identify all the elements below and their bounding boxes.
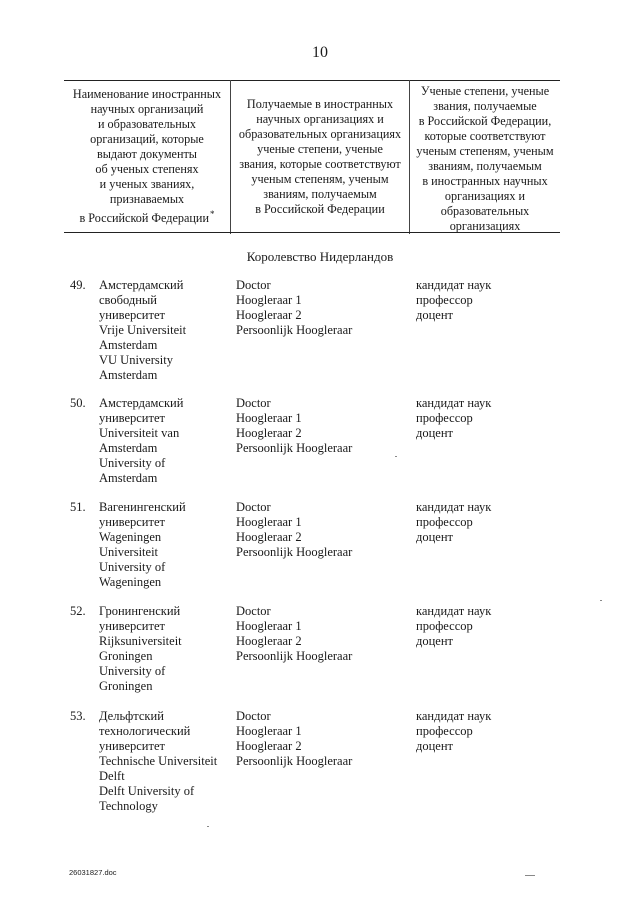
entry-organization-line: VU University [99, 353, 173, 367]
entry-russian-degrees-line: кандидат наук [416, 500, 492, 514]
entry-russian-degrees-line: кандидат наук [416, 709, 492, 723]
entry-organization-line: Vrije Universiteit [99, 323, 187, 337]
entry-organization-line: университет [99, 308, 165, 322]
entry-organization-line: Вагенингенский [99, 500, 186, 514]
entry-russian-degrees [416, 604, 566, 649]
entry-organization-line: Delft University of [99, 784, 195, 798]
entry-organization-line: Wageningen [99, 575, 162, 589]
entry-foreign-degrees-line: Persoonlijk Hoogleraar [236, 323, 353, 337]
entry-organization-line: Technische Universiteit [99, 754, 218, 768]
entry-organization [99, 500, 229, 590]
header-cell-foreign-degrees: Получаемые в иностранных научных организациях и образовательных организациях ученые степени, ученые звания, которые соответствуют ученым степеням, ученым званиям, получаемым в Российской Федерации [238, 97, 402, 216]
entry-foreign-degrees-line: Hoogleraar 1 [236, 724, 302, 738]
entry-foreign-degrees-line: Doctor [236, 396, 271, 410]
entry-foreign-degrees-line: Hoogleraar 2 [236, 308, 302, 322]
entry-organization-line: Амстердамский [99, 278, 184, 292]
entry-organization-line: Amsterdam [99, 368, 158, 382]
entry-foreign-degrees-line: Doctor [236, 278, 271, 292]
entry-foreign-degrees [236, 396, 406, 456]
entry-organization-line: свободный [99, 293, 158, 307]
header-bottom-rule [64, 232, 560, 233]
entry-organization [99, 604, 229, 694]
scan-speck [207, 826, 209, 827]
entry-russian-degrees-line: профессор [416, 293, 473, 307]
entry-number: 53. [70, 709, 86, 723]
entry-russian-degrees-line: кандидат наук [416, 396, 492, 410]
entry-organization-line: University of [99, 664, 166, 678]
scan-speck [525, 875, 535, 876]
entry-organization-line: Universiteit [99, 545, 159, 559]
page-number: 10 [312, 44, 328, 61]
entry-organization-line: Groningen [99, 649, 153, 663]
entry-organization-line: университет [99, 619, 165, 633]
entry-foreign-degrees-line: Hoogleraar 2 [236, 426, 302, 440]
entry-organization-line: Amsterdam [99, 471, 158, 485]
entry-organization-line: Rijksuniversiteit [99, 634, 182, 648]
entry-organization-line: Amsterdam [99, 441, 158, 455]
header-top-rule [64, 80, 560, 81]
entry-foreign-degrees-line: Hoogleraar 1 [236, 515, 302, 529]
entry-organization-line: Groningen [99, 679, 153, 693]
entry-organization [99, 278, 229, 383]
entry-foreign-degrees-line: Hoogleraar 1 [236, 619, 302, 633]
entry-foreign-degrees [236, 500, 406, 560]
footer-filename: 26031827.doc [69, 868, 117, 877]
entry-foreign-degrees [236, 278, 406, 338]
entry-organization-line: Амстердамский [99, 396, 184, 410]
entry-russian-degrees-line: профессор [416, 515, 473, 529]
entry-number: 50. [70, 396, 86, 410]
entry-foreign-degrees-line: Hoogleraar 2 [236, 530, 302, 544]
entry-russian-degrees [416, 278, 566, 323]
entry-russian-degrees-line: профессор [416, 411, 473, 425]
scan-speck [395, 456, 397, 457]
country-heading: Королевство Нидерландов [246, 249, 394, 264]
entry-foreign-degrees-line: Hoogleraar 1 [236, 411, 302, 425]
entry-foreign-degrees-line: Hoogleraar 2 [236, 634, 302, 648]
entry-russian-degrees-line: доцент [416, 426, 453, 440]
entry-organization-line: Гронингенский [99, 604, 181, 618]
entry-foreign-degrees-line: Persoonlijk Hoogleraar [236, 649, 353, 663]
header-col1-text: Наименование иностранных научных организаций и образовательных организаций, которые выдают документы об ученых степенях и ученых званиях, признаваемых в Российской Федерации [72, 87, 222, 226]
entry-organization-line: университет [99, 411, 165, 425]
entry-organization-line: Дельфтский [99, 709, 164, 723]
entry-foreign-degrees-line: Persoonlijk Hoogleraar [236, 441, 353, 455]
entry-number: 52. [70, 604, 86, 618]
entry-number: 49. [70, 278, 86, 292]
entry-foreign-degrees [236, 604, 406, 664]
entry-foreign-degrees-line: Persoonlijk Hoogleraar [236, 754, 353, 768]
header-table [64, 80, 560, 234]
entry-organization [99, 709, 229, 814]
header-cell-foreign-organizations [64, 82, 230, 232]
entry-russian-degrees [416, 500, 566, 545]
header-col1-asterisk: * [209, 209, 215, 220]
entry-organization-line: Technology [99, 799, 158, 813]
entry-organization-line: технологический [99, 724, 191, 738]
entry-organization-line: университет [99, 739, 165, 753]
entry-organization [99, 396, 229, 486]
entry-russian-degrees [416, 709, 566, 754]
entry-russian-degrees-line: профессор [416, 724, 473, 738]
entry-foreign-degrees-line: Doctor [236, 604, 271, 618]
entry-russian-degrees-line: кандидат наук [416, 278, 492, 292]
entry-foreign-degrees-line: Hoogleraar 1 [236, 293, 302, 307]
entry-organization-line: University of [99, 560, 166, 574]
entry-organization-line: Delft [99, 769, 125, 783]
entry-russian-degrees [416, 396, 566, 441]
entry-foreign-degrees [236, 709, 406, 769]
entry-russian-degrees-line: доцент [416, 308, 453, 322]
entry-russian-degrees-line: доцент [416, 634, 453, 648]
scan-speck [600, 600, 602, 601]
entry-russian-degrees-line: кандидат наук [416, 604, 492, 618]
entry-foreign-degrees-line: Doctor [236, 500, 271, 514]
entry-organization-line: университет [99, 515, 165, 529]
entry-russian-degrees-line: доцент [416, 739, 453, 753]
entry-organization-line: University of [99, 456, 166, 470]
entry-organization-line: Universiteit van [99, 426, 180, 440]
entry-organization-line: Amsterdam [99, 338, 158, 352]
entry-russian-degrees-line: доцент [416, 530, 453, 544]
entry-foreign-degrees-line: Persoonlijk Hoogleraar [236, 545, 353, 559]
entry-foreign-degrees-line: Doctor [236, 709, 271, 723]
entry-foreign-degrees-line: Hoogleraar 2 [236, 739, 302, 753]
entry-organization-line: Wageningen [99, 530, 162, 544]
header-cell-russian-degrees: Ученые степени, ученые звания, получаемые в Российской Федерации, которые соответствуют ученым степеням, ученым званиям, получаемым в иностранных научных организациях и образовательных организациях [416, 84, 554, 232]
entry-number: 51. [70, 500, 86, 514]
entry-russian-degrees-line: профессор [416, 619, 473, 633]
